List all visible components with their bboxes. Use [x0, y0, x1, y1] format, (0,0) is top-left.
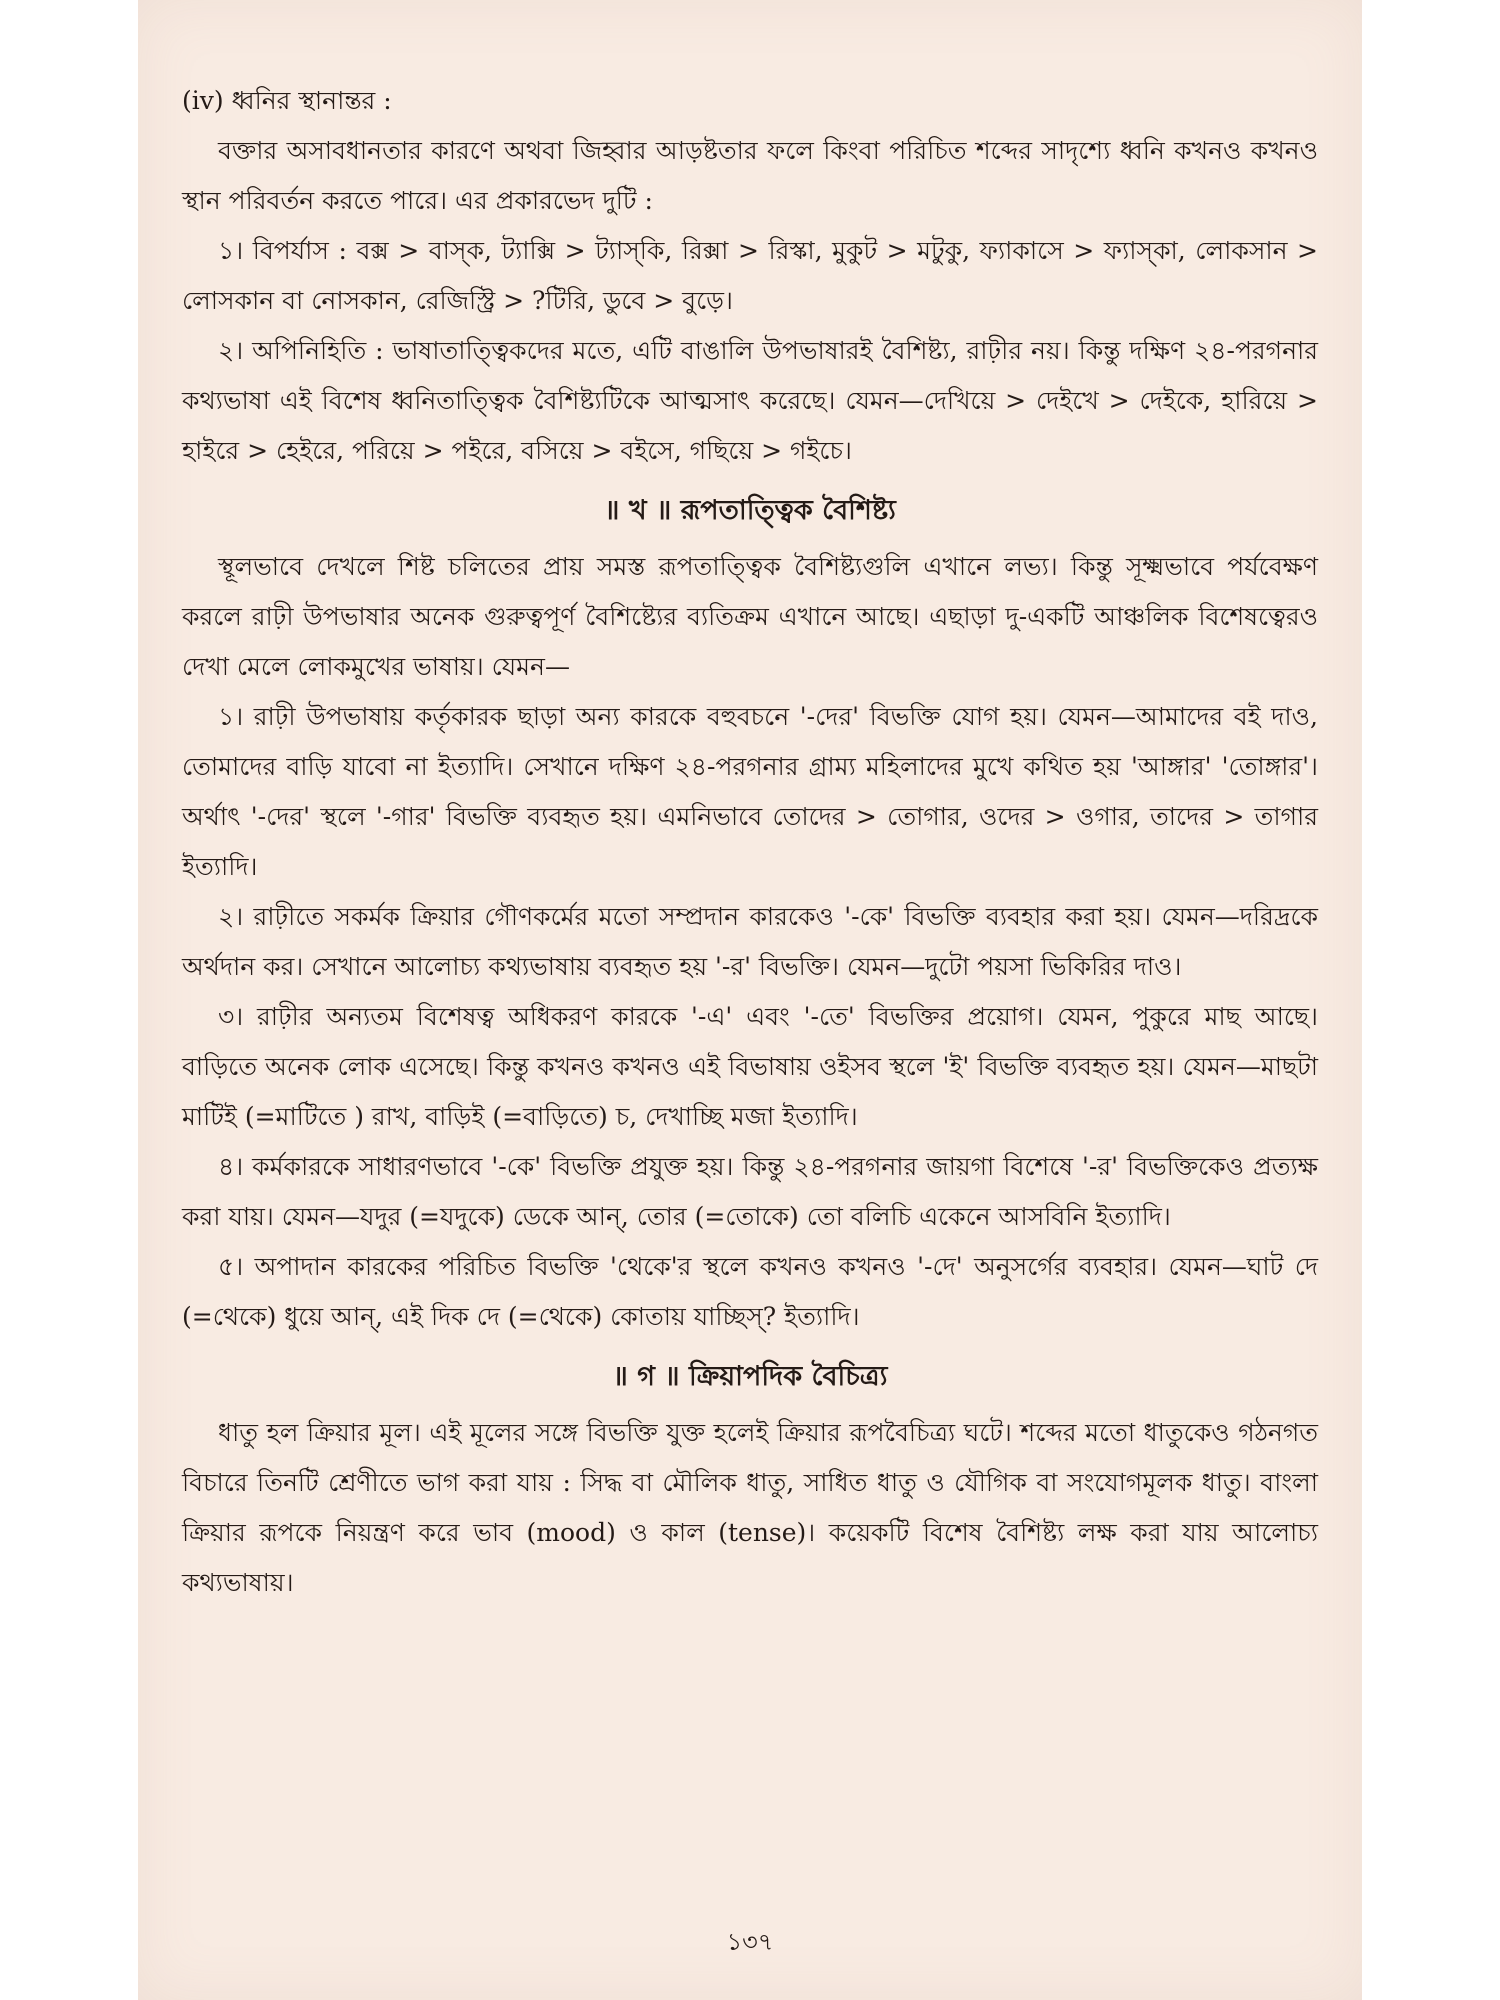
- page-number: ১৩৭: [726, 1928, 774, 1956]
- paragraph: বক্তার অসাবধানতার কারণে অথবা জিহ্বার আড়ষ্টতার ফলে কিংবা পরিচিত শব্দের সাদৃশ্যে ধ্বনি কখনও কখনও স্থান পরিবর্তন করতে পারে। এর প্রকারভেদ দুটি :: [182, 136, 1318, 215]
- section-heading-verb-variety: ॥ গ ॥ ক্রিয়াপদিক বৈচিত্র্য: [612, 1361, 888, 1392]
- paragraph: ১। রাঢ়ী উপভাষায় কর্তৃকারক ছাড়া অন্য কারকে বহুবচনে '-দের' বিভক্তি যোগ হয়। যেমন—আমাদের বই দাও, তোমাদের বাড়ি যাবো না ইত্যাদি। সেখানে দক্ষিণ ২৪-পরগনার গ্রাম্য মহিলাদের মুখে কথিত হয় 'আঙ্গার' 'তোঙ্গার'। অর্থাৎ '-দের' স্থলে '-গার' বিভক্তি ব্যবহৃত হয়। এমনিভাবে তোদের > তোগার, ওদের > ওগার, তাদের > তাগার ইত্যাদি।: [182, 702, 1318, 881]
- book-page: [138, 0, 1362, 2000]
- paragraph: ২। রাঢ়ীতে সকর্মক ক্রিয়ার গৌণকর্মের মতো সম্প্রদান কারকেও '-কে' বিভক্তি ব্যবহার করা হয়। যেমন—দরিদ্রকে অর্থদান কর। সেখানে আলোচ্য কথ্যভাষায় ব্যবহৃত হয় '-র' বিভক্তি। যেমন—দুটো পয়সা ভিকিরির দাও।: [182, 902, 1318, 981]
- paragraph: ধাতু হল ক্রিয়ার মূল। এই মূলের সঙ্গে বিভক্তি যুক্ত হলেই ক্রিয়ার রূপবৈচিত্র্য ঘটে। শব্দের মতো ধাতুকেও গঠনগত বিচারে তিনটি শ্রেণীতে ভাগ করা যায় : সিদ্ধ বা মৌলিক ধাতু, সাধিত ধাতু ও যৌগিক বা সংযোগমূলক ধাতু। বাংলা ক্রিয়ার রূপকে নিয়ন্ত্রণ করে ভাব (mood) ও কাল (tense)। কয়েকটি বিশেষ বৈশিষ্ট্য লক্ষ করা যায় আলোচ্য কথ্যভাষায়।: [182, 1418, 1318, 1597]
- paragraph: ৫। অপাদান কারকের পরিচিত বিভক্তি 'থেকে'র স্থলে কখনও কখনও '-দে' অনুসর্গের ব্যবহার। যেমন—ঘাট দে (=থেকে) ধুয়ে আন্, এই দিক দে (=থেকে) কোতায় যাচ্ছিস্? ইত্যাদি।: [182, 1252, 1318, 1331]
- page-content: [182, 76, 1318, 1608]
- paragraph: ১। বিপর্যাস : বক্স > বাস্‌ক, ট্যাক্সি > ট্যাস্‌কি, রিক্সা > রিস্কা, মুকুট > মটুকু, ফ্যাকাসে > ফ্যাস্‌কা, লোকসান > লোসকান বা নোসকান, রেজিস্ট্রি > ?টিরি, ডুবে > বুড়ে।: [182, 236, 1318, 315]
- paragraph: স্থূলভাবে দেখলে শিষ্ট চলিতের প্রায় সমস্ত রূপতাত্ত্বিক বৈশিষ্ট্যগুলি এখানে লভ্য। কিন্তু সূক্ষ্মভাবে পর্যবেক্ষণ করলে রাঢ়ী উপভাষার অনেক গুরুত্বপূর্ণ বৈশিষ্ট্যের ব্যতিক্রম এখানে আছে। এছাড়া দু-একটি আঞ্চলিক বিশেষত্বেরও দেখা মেলে লোকমুখের ভাষায়। যেমন—: [182, 552, 1318, 681]
- section-heading-morphology: ॥ খ ॥ রূপতাত্ত্বিক বৈশিষ্ট্য: [604, 495, 896, 526]
- paragraph: ৪। কর্মকারকে সাধারণভাবে '-কে' বিভক্তি প্রযুক্ত হয়। কিন্তু ২৪-পরগনার জায়গা বিশেষে '-র' বিভক্তিকেও প্রত্যক্ষ করা যায়। যেমন—যদুর (=যদুকে) ডেকে আন্, তোর (=তোকে) তো বলিচি একেনে আসবিনি ইত্যাদি।: [182, 1152, 1318, 1231]
- paragraph: ২। অপিনিহিতি : ভাষাতাত্ত্বিকদের মতে, এটি বাঙালি উপভাষারই বৈশিষ্ট্য, রাঢ়ীর নয়। কিন্তু দক্ষিণ ২৪-পরগনার কথ্যভাষা এই বিশেষ ধ্বনিতাত্ত্বিক বৈশিষ্ট্যটিকে আত্মসাৎ করেছে। যেমন—দেখিয়ে > দেইখে > দেইকে, হারিয়ে > হাইরে > হেইরে, পরিয়ে > পইরে, বসিয়ে > বইসে, গছিয়ে > গইচে।: [182, 336, 1318, 465]
- subheading-sound-displacement: (iv) ধ্বনির স্থানান্তর :: [182, 86, 392, 115]
- paragraph: ৩। রাঢ়ীর অন্যতম বিশেষত্ব অধিকরণ কারকে '-এ' এবং '-তে' বিভক্তির প্রয়োগ। যেমন, পুকুরে মাছ আছে। বাড়িতে অনেক লোক এসেছে। কিন্তু কখনও কখনও এই বিভাষায় ওইসব স্থলে 'ই' বিভক্তি ব্যবহৃত হয়। যেমন—মাছটা মাটিই (=মাটিতে ) রাখ, বাড়িই (=বাড়িতে) চ, দেখাচ্ছি মজা ইত্যাদি।: [182, 1002, 1318, 1131]
